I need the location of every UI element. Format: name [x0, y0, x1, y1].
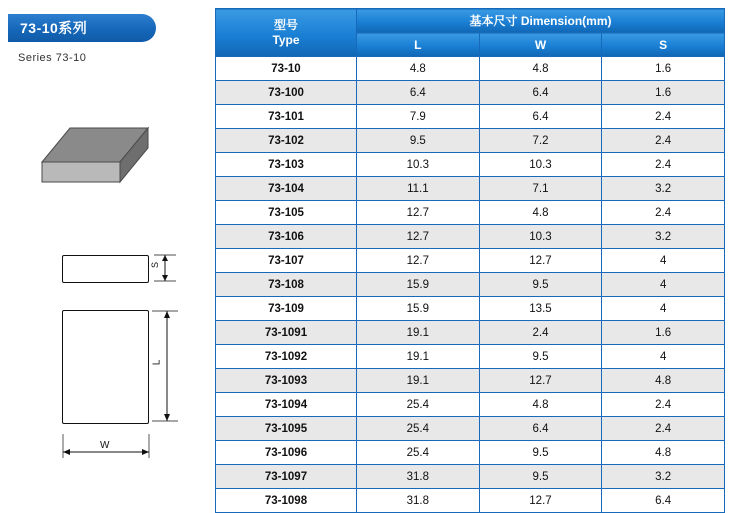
specification-table [215, 8, 725, 513]
column-header-dimension: 基本尺寸 Dimension(mm) [357, 9, 725, 33]
cell-s: 4 [602, 297, 725, 321]
cell-l: 19.1 [357, 345, 480, 369]
cell-s: 3.2 [602, 465, 725, 489]
column-header-type-cn: 型号 [273, 17, 298, 32]
top-view-rectangle [62, 310, 149, 424]
cell-type: 73-1093 [216, 369, 357, 393]
table-row [216, 273, 725, 297]
specification-table-wrapper [215, 8, 725, 513]
cell-l: 12.7 [357, 225, 480, 249]
cell-w: 12.7 [479, 369, 602, 393]
cell-type: 73-1095 [216, 417, 357, 441]
series-badge [8, 14, 156, 42]
side-view-rectangle [62, 255, 149, 283]
cell-w: 7.2 [479, 129, 602, 153]
cell-type: 73-1098 [216, 489, 357, 513]
cell-s: 4 [602, 249, 725, 273]
cell-l: 9.5 [357, 129, 480, 153]
cell-type: 73-1097 [216, 465, 357, 489]
cell-w: 10.3 [479, 153, 602, 177]
table-row [216, 177, 725, 201]
dimension-s-label: S [150, 261, 161, 269]
cell-l: 12.7 [357, 201, 480, 225]
cell-type: 73-1096 [216, 441, 357, 465]
column-header-s: S [602, 33, 725, 57]
cell-l: 25.4 [357, 417, 480, 441]
dimension-arrow-l-icon [150, 305, 180, 427]
cell-l: 15.9 [357, 273, 480, 297]
cell-s: 2.4 [602, 201, 725, 225]
cell-s: 4 [602, 273, 725, 297]
cell-w: 7.1 [479, 177, 602, 201]
cell-l: 25.4 [357, 441, 480, 465]
cell-w: 4.8 [479, 201, 602, 225]
table-row [216, 393, 725, 417]
cell-type: 73-108 [216, 273, 357, 297]
table-row [216, 105, 725, 129]
cell-type: 73-103 [216, 153, 357, 177]
cell-w: 4.8 [479, 57, 602, 81]
dimension-l-label: L [151, 359, 163, 366]
cell-s: 2.4 [602, 417, 725, 441]
cell-l: 25.4 [357, 393, 480, 417]
cell-s: 4.8 [602, 441, 725, 465]
table-row [216, 489, 725, 513]
cell-s: 3.2 [602, 177, 725, 201]
table-row [216, 369, 725, 393]
table-row [216, 57, 725, 81]
table-row [216, 441, 725, 465]
cell-type: 73-1091 [216, 321, 357, 345]
cell-w: 9.5 [479, 345, 602, 369]
cell-s: 4 [602, 345, 725, 369]
cell-s: 4.8 [602, 369, 725, 393]
dimension-s [152, 246, 178, 290]
dimension-w [58, 432, 154, 460]
cell-w: 6.4 [479, 105, 602, 129]
table-row [216, 345, 725, 369]
cell-l: 4.8 [357, 57, 480, 81]
cell-type: 73-106 [216, 225, 357, 249]
cell-type: 73-1092 [216, 345, 357, 369]
cell-s: 2.4 [602, 105, 725, 129]
dimension-l [150, 305, 180, 427]
table-row [216, 465, 725, 489]
cell-type: 73-107 [216, 249, 357, 273]
table-header [216, 9, 725, 57]
column-header-w: W [479, 33, 602, 57]
cell-s: 2.4 [602, 153, 725, 177]
cell-w: 4.8 [479, 393, 602, 417]
cell-l: 19.1 [357, 321, 480, 345]
cell-w: 6.4 [479, 81, 602, 105]
left-illustration-panel [0, 0, 215, 493]
cell-w: 9.5 [479, 273, 602, 297]
series-badge-label: 73-10系列 [20, 20, 88, 36]
cell-type: 73-100 [216, 81, 357, 105]
cell-w: 6.4 [479, 417, 602, 441]
cell-s: 1.6 [602, 57, 725, 81]
cell-s: 2.4 [602, 393, 725, 417]
cell-w: 10.3 [479, 225, 602, 249]
cell-type: 73-101 [216, 105, 357, 129]
column-header-type-en: Type [272, 32, 300, 47]
cell-s: 2.4 [602, 129, 725, 153]
cell-w: 13.5 [479, 297, 602, 321]
cell-w: 2.4 [479, 321, 602, 345]
cell-s: 1.6 [602, 321, 725, 345]
column-header-l: L [357, 33, 480, 57]
dimension-w-label: W [100, 440, 110, 451]
table-row [216, 297, 725, 321]
cell-s: 1.6 [602, 81, 725, 105]
cell-type: 73-109 [216, 297, 357, 321]
isometric-insert-drawing [40, 120, 170, 210]
cell-l: 19.1 [357, 369, 480, 393]
table-row [216, 249, 725, 273]
cell-s: 3.2 [602, 225, 725, 249]
table-row [216, 81, 725, 105]
cell-w: 9.5 [479, 441, 602, 465]
table-body [216, 57, 725, 513]
table-header-row-1 [216, 9, 725, 33]
cell-l: 7.9 [357, 105, 480, 129]
cell-w: 12.7 [479, 489, 602, 513]
column-header-type [216, 9, 357, 57]
cell-l: 31.8 [357, 489, 480, 513]
table-row [216, 417, 725, 441]
table-row [216, 201, 725, 225]
table-row [216, 153, 725, 177]
cell-w: 12.7 [479, 249, 602, 273]
table-row [216, 129, 725, 153]
cell-s: 6.4 [602, 489, 725, 513]
table-row [216, 225, 725, 249]
cell-type: 73-1094 [216, 393, 357, 417]
cell-l: 11.1 [357, 177, 480, 201]
cell-l: 10.3 [357, 153, 480, 177]
cell-w: 9.5 [479, 465, 602, 489]
table-row [216, 321, 725, 345]
cell-l: 12.7 [357, 249, 480, 273]
cell-type: 73-102 [216, 129, 357, 153]
cell-type: 73-105 [216, 201, 357, 225]
cell-l: 31.8 [357, 465, 480, 489]
insert-3d-icon [40, 120, 170, 210]
cell-type: 73-104 [216, 177, 357, 201]
cell-l: 15.9 [357, 297, 480, 321]
series-subtitle: Series 73-10 [18, 52, 87, 64]
cell-l: 6.4 [357, 81, 480, 105]
cell-type: 73-10 [216, 57, 357, 81]
